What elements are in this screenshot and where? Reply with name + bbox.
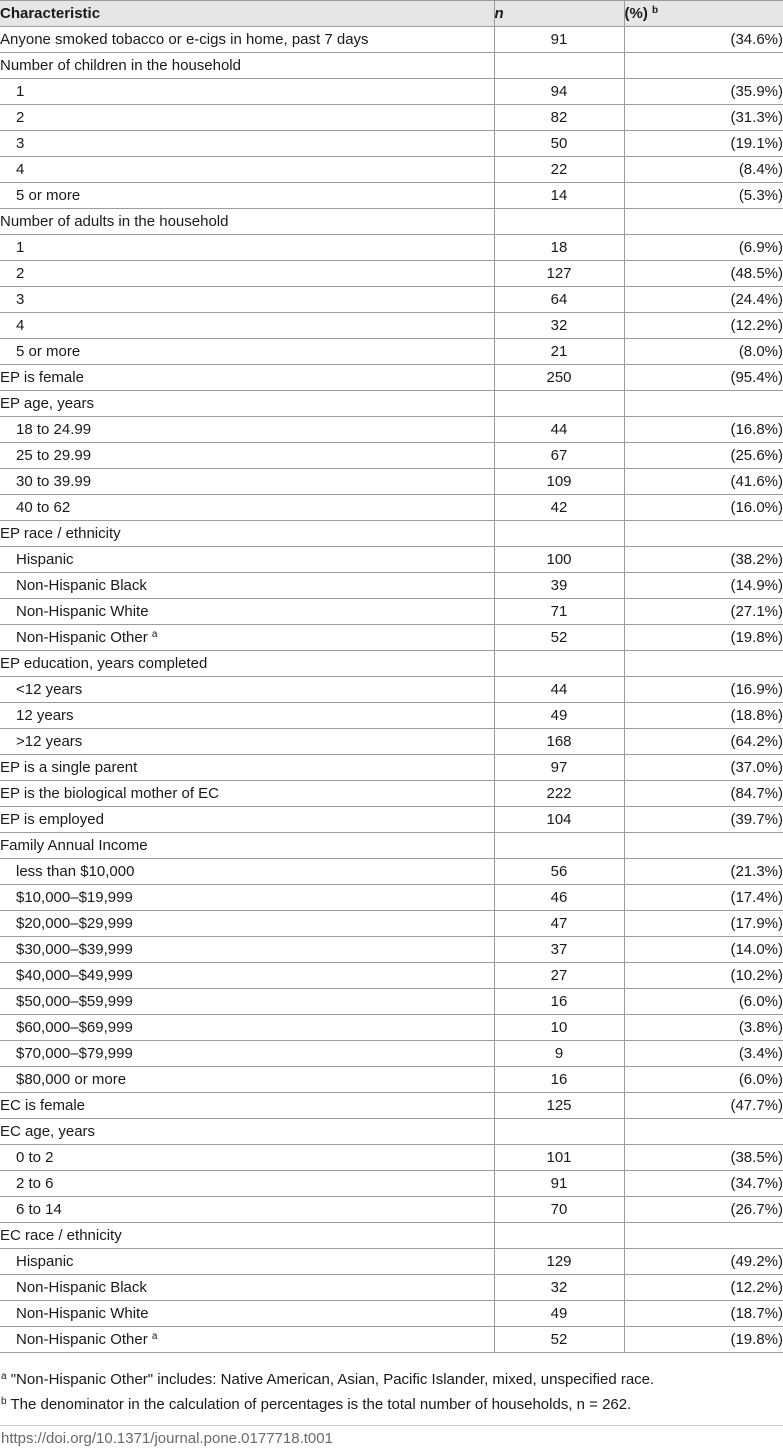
row-label: Non-Hispanic White: [16, 1305, 149, 1322]
row-n-value: 56: [494, 859, 624, 885]
header-n: n: [494, 1, 624, 27]
row-label-cell: [0, 703, 494, 729]
table-header-row: [0, 1, 783, 27]
row-label-cell: [0, 677, 494, 703]
row-percent-value: [624, 521, 783, 547]
row-n-value: 32: [494, 1275, 624, 1301]
row-percent-value: (64.2%): [624, 729, 783, 755]
row-label-cell: [0, 885, 494, 911]
row-label-cell: [0, 1275, 494, 1301]
row-label: Non-Hispanic Black: [16, 577, 147, 594]
row-n-value: 37: [494, 937, 624, 963]
row-label: EC race / ethnicity: [0, 1227, 122, 1244]
row-label: $20,000–$29,999: [16, 915, 133, 932]
row-label-cell: [0, 495, 494, 521]
row-label: Non-Hispanic Black: [16, 1279, 147, 1296]
table-row: [0, 339, 783, 365]
row-label: Hispanic: [16, 551, 74, 568]
row-n-value: 101: [494, 1145, 624, 1171]
row-label-cell: [0, 521, 494, 547]
row-n-value: 109: [494, 469, 624, 495]
row-n-value: 22: [494, 157, 624, 183]
row-n-value: 44: [494, 677, 624, 703]
row-percent-value: (25.6%): [624, 443, 783, 469]
row-label: EP is female: [0, 369, 84, 386]
row-n-value: 52: [494, 1327, 624, 1353]
row-label: Hispanic: [16, 1253, 74, 1270]
table-row: [0, 1119, 783, 1145]
row-label-cell: [0, 261, 494, 287]
row-label: 40 to 62: [16, 499, 71, 516]
table-row: [0, 963, 783, 989]
row-percent-value: [624, 833, 783, 859]
row-label-cell: [0, 1327, 494, 1353]
row-percent-value: [624, 209, 783, 235]
row-n-value: [494, 833, 624, 859]
row-label-cell: [0, 937, 494, 963]
row-percent-value: (41.6%): [624, 469, 783, 495]
table-row: [0, 859, 783, 885]
row-n-value: 49: [494, 703, 624, 729]
table-row: [0, 547, 783, 573]
table-row: [0, 1093, 783, 1119]
row-percent-value: (16.8%): [624, 417, 783, 443]
row-percent-value: (48.5%): [624, 261, 783, 287]
table-row: [0, 79, 783, 105]
row-n-value: [494, 391, 624, 417]
row-label: Family Annual Income: [0, 837, 148, 854]
row-label: Number of children in the household: [0, 57, 241, 74]
row-n-value: 42: [494, 495, 624, 521]
row-n-value: 104: [494, 807, 624, 833]
row-percent-value: (8.0%): [624, 339, 783, 365]
row-label-cell: [0, 599, 494, 625]
row-percent-value: (38.5%): [624, 1145, 783, 1171]
row-label: 18 to 24.99: [16, 421, 92, 438]
footnote-a-text: "Non-Hispanic Other" includes: Native American, Asian, Pacific Islander, mixed, unspecified race.: [10, 1371, 655, 1388]
header-characteristic: Characteristic: [0, 1, 494, 27]
table-row: [0, 1223, 783, 1249]
row-percent-value: (21.3%): [624, 859, 783, 885]
table-row: [0, 625, 783, 651]
row-label: 2: [16, 109, 25, 126]
row-n-value: 21: [494, 339, 624, 365]
row-percent-value: (5.3%): [624, 183, 783, 209]
row-label-cell: [0, 79, 494, 105]
row-label-cell: [0, 1171, 494, 1197]
row-label: $30,000–$39,999: [16, 941, 133, 958]
table-body: [0, 27, 783, 1353]
row-label: 2: [16, 265, 25, 282]
table-row: [0, 1197, 783, 1223]
row-label-cell: [0, 859, 494, 885]
table-row: [0, 1041, 783, 1067]
table-row: [0, 27, 783, 53]
table-row: [0, 1301, 783, 1327]
row-n-value: 50: [494, 131, 624, 157]
row-n-value: [494, 521, 624, 547]
row-percent-value: (16.9%): [624, 677, 783, 703]
row-n-value: 49: [494, 1301, 624, 1327]
row-n-value: [494, 209, 624, 235]
footnote-a-mark: a: [1, 1371, 7, 1382]
row-label-cell: [0, 911, 494, 937]
row-percent-value: (19.8%): [624, 1327, 783, 1353]
row-label: Non-Hispanic Other: [16, 629, 148, 646]
row-percent-value: (26.7%): [624, 1197, 783, 1223]
row-label-cell: [0, 1041, 494, 1067]
table-row: [0, 885, 783, 911]
row-percent-value: (38.2%): [624, 547, 783, 573]
row-label: 0 to 2: [16, 1149, 54, 1166]
row-percent-value: (24.4%): [624, 287, 783, 313]
row-n-value: 94: [494, 79, 624, 105]
row-label-cell: [0, 651, 494, 677]
row-percent-value: (14.9%): [624, 573, 783, 599]
row-n-value: 18: [494, 235, 624, 261]
row-n-value: [494, 1119, 624, 1145]
row-label-cell: [0, 365, 494, 391]
row-label: 12 years: [16, 707, 74, 724]
table-row: [0, 1249, 783, 1275]
row-label: EP race / ethnicity: [0, 525, 121, 542]
row-percent-value: (49.2%): [624, 1249, 783, 1275]
row-label-cell: [0, 157, 494, 183]
row-label: EC age, years: [0, 1123, 96, 1140]
table-row: [0, 599, 783, 625]
row-label-cell: [0, 729, 494, 755]
row-n-value: 168: [494, 729, 624, 755]
row-n-value: 46: [494, 885, 624, 911]
row-n-value: 91: [494, 1171, 624, 1197]
row-label-cell: [0, 27, 494, 53]
row-label: 2 to 6: [16, 1175, 54, 1192]
row-label-cell: [0, 573, 494, 599]
row-label: less than $10,000: [16, 863, 135, 880]
row-percent-value: (17.4%): [624, 885, 783, 911]
row-n-value: 91: [494, 27, 624, 53]
row-label-cell: [0, 339, 494, 365]
row-label-cell: [0, 209, 494, 235]
table-row: [0, 677, 783, 703]
row-n-value: 125: [494, 1093, 624, 1119]
row-percent-value: (12.2%): [624, 1275, 783, 1301]
row-n-value: 71: [494, 599, 624, 625]
row-percent-value: [624, 1119, 783, 1145]
table-row: [0, 781, 783, 807]
table-row: [0, 365, 783, 391]
row-percent-value: (14.0%): [624, 937, 783, 963]
row-label: EP age, years: [0, 395, 94, 412]
row-n-value: 100: [494, 547, 624, 573]
row-n-value: 44: [494, 417, 624, 443]
footnote-a: [1, 1367, 783, 1392]
table-row: [0, 131, 783, 157]
row-n-value: 64: [494, 287, 624, 313]
row-percent-value: (8.4%): [624, 157, 783, 183]
row-n-value: [494, 53, 624, 79]
table-row: [0, 911, 783, 937]
row-label: 5 or more: [16, 187, 81, 204]
row-percent-value: [624, 53, 783, 79]
row-label-cell: [0, 1197, 494, 1223]
table-row: [0, 937, 783, 963]
row-percent-value: (17.9%): [624, 911, 783, 937]
row-label: $70,000–$79,999: [16, 1045, 133, 1062]
row-percent-value: (37.0%): [624, 755, 783, 781]
row-percent-value: (19.1%): [624, 131, 783, 157]
row-label: $50,000–$59,999: [16, 993, 133, 1010]
row-n-value: 9: [494, 1041, 624, 1067]
row-n-value: 67: [494, 443, 624, 469]
row-n-value: [494, 651, 624, 677]
row-label-cell: [0, 833, 494, 859]
footnote-b-text: The denominator in the calculation of percentages is the total number of households, n = 262.: [10, 1396, 632, 1413]
table-row: [0, 989, 783, 1015]
row-percent-value: [624, 651, 783, 677]
table-row: [0, 313, 783, 339]
row-label: EP is the biological mother of EC: [0, 785, 220, 802]
table-row: [0, 469, 783, 495]
row-percent-value: (16.0%): [624, 495, 783, 521]
row-n-value: 129: [494, 1249, 624, 1275]
doi-link[interactable]: https://doi.org/10.1371/journal.pone.0177718.t001: [0, 1425, 783, 1447]
row-label-cell: [0, 963, 494, 989]
row-label: 6 to 14: [16, 1201, 62, 1218]
row-n-value: 10: [494, 1015, 624, 1041]
row-label-cell: [0, 105, 494, 131]
table-row: [0, 209, 783, 235]
row-percent-value: (12.2%): [624, 313, 783, 339]
row-percent-value: (47.7%): [624, 1093, 783, 1119]
row-label-cell: [0, 1067, 494, 1093]
row-n-value: 127: [494, 261, 624, 287]
table-row: [0, 391, 783, 417]
row-n-value: 32: [494, 313, 624, 339]
table-row: [0, 1145, 783, 1171]
table-row: [0, 105, 783, 131]
row-label: $80,000 or more: [16, 1071, 127, 1088]
row-percent-value: (84.7%): [624, 781, 783, 807]
row-label-cell: [0, 1119, 494, 1145]
row-percent-value: (27.1%): [624, 599, 783, 625]
table-row: [0, 755, 783, 781]
row-n-value: 39: [494, 573, 624, 599]
table-row: [0, 443, 783, 469]
row-label-cell: [0, 1301, 494, 1327]
row-percent-value: (6.9%): [624, 235, 783, 261]
table-row: [0, 1327, 783, 1353]
row-percent-value: (18.7%): [624, 1301, 783, 1327]
row-label: Non-Hispanic White: [16, 603, 149, 620]
footnote-b: [1, 1392, 783, 1417]
row-label: 1: [16, 83, 25, 100]
row-label-cell: [0, 1145, 494, 1171]
table-row: [0, 1067, 783, 1093]
row-label-cell: [0, 755, 494, 781]
row-n-value: 70: [494, 1197, 624, 1223]
row-label-cell: [0, 1093, 494, 1119]
row-percent-value: (10.2%): [624, 963, 783, 989]
row-percent-value: (95.4%): [624, 365, 783, 391]
row-label-cell: [0, 469, 494, 495]
row-label-cell: [0, 235, 494, 261]
row-label: EP education, years completed: [0, 655, 208, 672]
table-row: [0, 1171, 783, 1197]
footnote-b-mark: b: [1, 1396, 7, 1407]
row-label-cell: [0, 287, 494, 313]
row-label-cell: [0, 1223, 494, 1249]
row-percent-value: (6.0%): [624, 1067, 783, 1093]
row-label-cell: [0, 547, 494, 573]
row-label: EC is female: [0, 1097, 86, 1114]
row-label-cell: [0, 1015, 494, 1041]
row-percent-value: (19.8%): [624, 625, 783, 651]
row-label: $10,000–$19,999: [16, 889, 133, 906]
row-percent-value: (35.9%): [624, 79, 783, 105]
row-n-value: 52: [494, 625, 624, 651]
table-row: [0, 521, 783, 547]
row-label: >12 years: [16, 733, 83, 750]
row-label-cell: [0, 183, 494, 209]
row-n-value: 97: [494, 755, 624, 781]
table-row: [0, 573, 783, 599]
row-n-value: [494, 1223, 624, 1249]
row-percent-value: (34.7%): [624, 1171, 783, 1197]
row-label: Non-Hispanic Other: [16, 1331, 148, 1348]
row-percent-value: (18.8%): [624, 703, 783, 729]
row-label-cell: [0, 1249, 494, 1275]
row-n-value: 16: [494, 1067, 624, 1093]
row-label-cell: [0, 131, 494, 157]
table-row: [0, 183, 783, 209]
row-label-cell: [0, 417, 494, 443]
row-label-cell: [0, 989, 494, 1015]
row-label: EP is a single parent: [0, 759, 138, 776]
row-percent-value: (34.6%): [624, 27, 783, 53]
row-percent-value: (39.7%): [624, 807, 783, 833]
row-label-cell: [0, 781, 494, 807]
row-label: 5 or more: [16, 343, 81, 360]
row-label: 1: [16, 239, 25, 256]
header-percent-label: (%): [624, 5, 648, 22]
table-row: [0, 703, 783, 729]
row-label: 3: [16, 291, 25, 308]
table-row: [0, 417, 783, 443]
row-label: Number of adults in the household: [0, 213, 229, 230]
table-row: [0, 729, 783, 755]
table-footnotes: [0, 1367, 783, 1417]
header-percent-footnote-mark: b: [652, 5, 659, 16]
table-row: [0, 1015, 783, 1041]
header-percent: [624, 1, 783, 27]
row-percent-value: (3.4%): [624, 1041, 783, 1067]
table-row: [0, 651, 783, 677]
row-n-value: 222: [494, 781, 624, 807]
row-n-value: 14: [494, 183, 624, 209]
row-label: 30 to 39.99: [16, 473, 92, 490]
table-row: [0, 833, 783, 859]
table-row: [0, 157, 783, 183]
row-percent-value: [624, 391, 783, 417]
row-label-cell: [0, 313, 494, 339]
row-percent-value: (6.0%): [624, 989, 783, 1015]
row-label: 4: [16, 161, 25, 178]
row-label: $40,000–$49,999: [16, 967, 133, 984]
row-label: 3: [16, 135, 25, 152]
row-label: $60,000–$69,999: [16, 1019, 133, 1036]
row-footnote-mark: a: [151, 1331, 158, 1342]
row-label: 4: [16, 317, 25, 334]
row-n-value: 16: [494, 989, 624, 1015]
table-row: [0, 53, 783, 79]
table-row: [0, 235, 783, 261]
row-percent-value: (3.8%): [624, 1015, 783, 1041]
row-n-value: 47: [494, 911, 624, 937]
row-label-cell: [0, 625, 494, 651]
row-label: 25 to 29.99: [16, 447, 92, 464]
row-label: EP is employed: [0, 811, 104, 828]
row-label-cell: [0, 391, 494, 417]
row-label: Anyone smoked tobacco or e-cigs in home, past 7 days: [0, 31, 369, 48]
row-n-value: 250: [494, 365, 624, 391]
row-label-cell: [0, 443, 494, 469]
table-row: [0, 807, 783, 833]
row-footnote-mark: a: [151, 629, 158, 640]
row-percent-value: [624, 1223, 783, 1249]
row-label: <12 years: [16, 681, 83, 698]
row-n-value: 82: [494, 105, 624, 131]
row-percent-value: (31.3%): [624, 105, 783, 131]
table-row: [0, 495, 783, 521]
table-row: [0, 261, 783, 287]
row-n-value: 27: [494, 963, 624, 989]
table-row: [0, 287, 783, 313]
table-row: [0, 1275, 783, 1301]
row-label-cell: [0, 53, 494, 79]
row-label-cell: [0, 807, 494, 833]
